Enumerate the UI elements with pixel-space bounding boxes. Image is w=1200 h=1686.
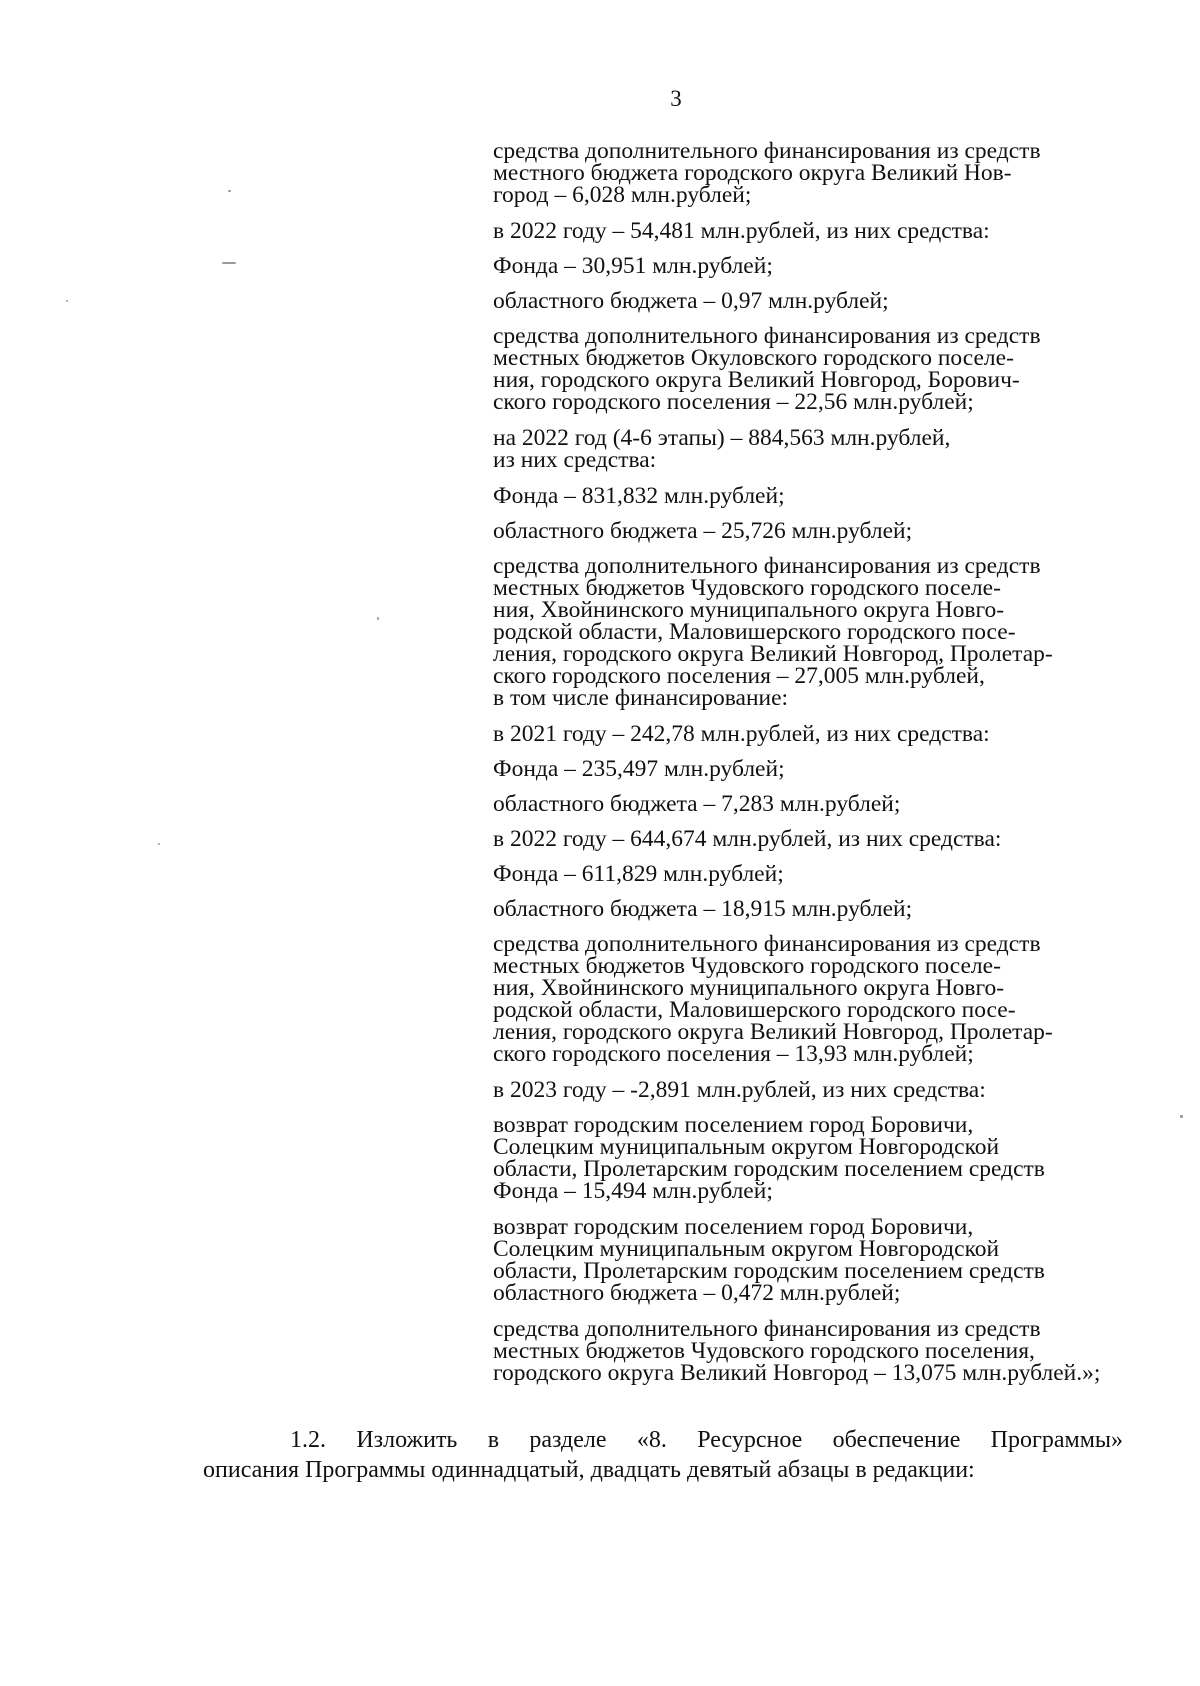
text-line: в 2022 году – 54,481 млн.рублей, из них средства: [493, 218, 990, 244]
section-line-1: 1.2. Изложить в разделе «8. Ресурсное обеспечение Программы» [290, 1427, 1123, 1453]
text-line: областного бюджета – 25,726 млн.рублей; [493, 518, 913, 544]
paragraph [493, 1316, 1101, 1386]
text-line: Фонда – 831,832 млн.рублей; [493, 483, 785, 509]
text-line: областного бюджета – 0,472 млн.рублей; [493, 1280, 901, 1306]
text-line: средства дополнительного финансирования из средств [493, 931, 1041, 957]
text-line: родской области, Маловишерского городского посе- [493, 619, 1016, 645]
paragraph [493, 1079, 1093, 1101]
text-line: родской области, Маловишерского городского посе- [493, 997, 1016, 1023]
paragraph [493, 793, 1093, 815]
text-line: ния, Хвойнинского муниципального округа Новго- [493, 597, 1005, 623]
text-line: средства дополнительного финансирования из средств [493, 138, 1041, 164]
text-line: городского округа Великий Новгород – 13,075 млн.рублей.»; [493, 1360, 1101, 1386]
section-paragraph [203, 1425, 1123, 1485]
text-line: Фонда – 611,829 млн.рублей; [493, 861, 784, 887]
text-line: местных бюджетов Чудовского городского поселения, [493, 1338, 1035, 1364]
paragraph [493, 1114, 1093, 1202]
text-line: ления, городского округа Великий Новгород, Пролетар- [493, 1019, 1053, 1045]
paragraph [493, 555, 1093, 709]
paragraph [493, 325, 1093, 413]
paragraph [493, 758, 1093, 780]
text-line: в 2021 году – 242,78 млн.рублей, из них средства: [493, 721, 990, 747]
text-line: в 2022 году – 644,674 млн.рублей, из них средства: [493, 826, 1002, 852]
paragraph [493, 220, 1093, 242]
scan-speck [377, 617, 379, 620]
page-number: 3 [670, 86, 682, 111]
paragraph [493, 427, 1093, 471]
paragraph [493, 863, 1093, 885]
text-line: возврат городским поселением город Боровичи, [493, 1214, 974, 1240]
text-line: ния, Хвойнинского муниципального округа Новго- [493, 975, 1005, 1001]
text-line: ского городского поселения – 27,005 млн.рублей, [493, 663, 985, 689]
text-line: средства дополнительного финансирования из средств [493, 323, 1041, 349]
text-line: Солецким муниципальным округом Новгородской [493, 1236, 1000, 1262]
text-line: областного бюджета – 0,97 млн.рублей; [493, 288, 889, 314]
text-line: средства дополнительного финансирования из средств [493, 1316, 1041, 1342]
text-line: области, Пролетарским городским поселением средств [493, 1258, 1045, 1284]
text-line: средства дополнительного финансирования из средств [493, 553, 1041, 579]
text-line: ния, городского округа Великий Новгород, Борович- [493, 367, 1020, 393]
text-line: в 2023 году – -2,891 млн.рублей, из них средства: [493, 1077, 986, 1103]
paragraph [493, 1216, 1093, 1304]
text-line: на 2022 год (4-6 этапы) – 884,563 млн.рублей, [493, 425, 951, 451]
scan-speck [66, 300, 68, 302]
text-line: областного бюджета – 7,283 млн.рублей; [493, 791, 901, 817]
paragraph [493, 520, 1093, 542]
paragraph [493, 828, 1093, 850]
text-line: местного бюджета городского округа Великий Нов- [493, 160, 1012, 186]
paragraph [493, 140, 1093, 206]
text-line: местных бюджетов Окуловского городского поселе- [493, 345, 1014, 371]
paragraph [493, 290, 1093, 312]
paragraph [493, 485, 1093, 507]
text-line: ления, городского округа Великий Новгород, Пролетар- [493, 641, 1053, 667]
text-line: ского городского поселения – 22,56 млн.рублей; [493, 389, 974, 415]
paragraph [493, 898, 1093, 920]
paragraph [493, 933, 1093, 1065]
text-line: Фонда – 235,497 млн.рублей; [493, 756, 785, 782]
paragraph [493, 255, 1093, 277]
text-line: Солецким муниципальным округом Новгородской [493, 1134, 1000, 1160]
text-line: области, Пролетарским городским поселением средств [493, 1156, 1045, 1182]
text-column [493, 138, 1101, 1398]
text-line: областного бюджета – 18,915 млн.рублей; [493, 896, 913, 922]
text-line: местных бюджетов Чудовского городского поселе- [493, 575, 1001, 601]
text-line: возврат городским поселением город Боровичи, [493, 1112, 974, 1138]
scan-speck [1180, 1115, 1183, 1118]
scan-speck [222, 262, 236, 264]
scan-speck [158, 843, 160, 845]
text-line: местных бюджетов Чудовского городского поселе- [493, 953, 1001, 979]
paragraph [493, 723, 1093, 745]
text-line: Фонда – 30,951 млн.рублей; [493, 253, 773, 279]
text-line: в том числе финансирование: [493, 685, 789, 711]
text-line: ского городского поселения – 13,93 млн.рублей; [493, 1041, 974, 1067]
text-line: город – 6,028 млн.рублей; [493, 182, 752, 208]
text-line: из них средства: [493, 447, 657, 473]
section-line-2: описания Программы одиннадцатый, двадцать девятый абзацы в редакции: [203, 1457, 975, 1483]
text-line: Фонда – 15,494 млн.рублей; [493, 1178, 773, 1204]
scan-speck [228, 190, 231, 192]
